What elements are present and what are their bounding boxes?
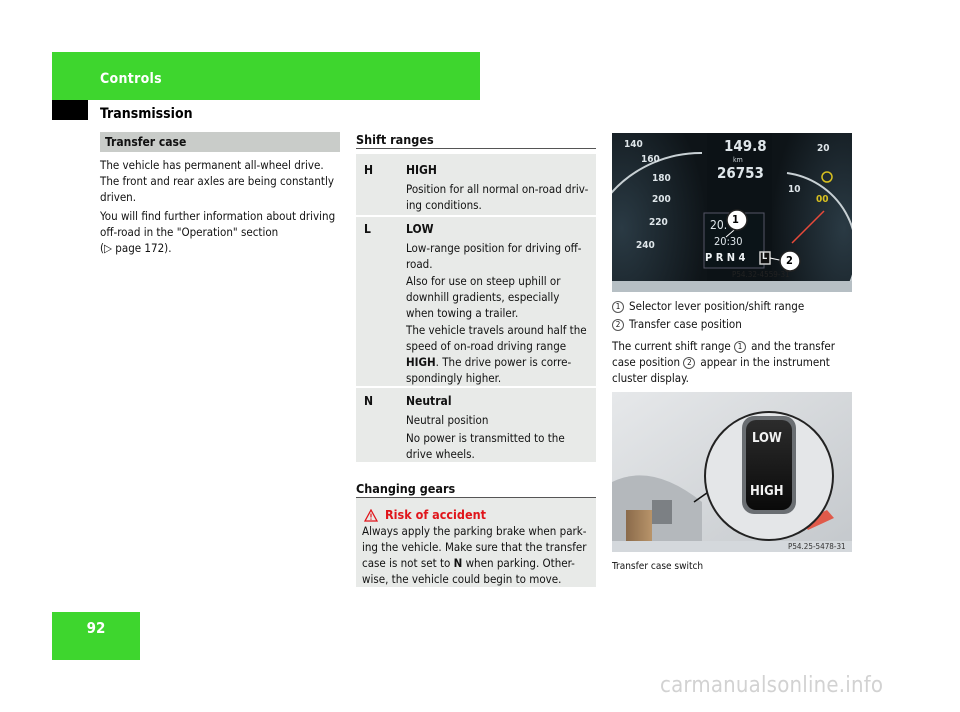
dial-label: 140 — [624, 139, 643, 150]
dial-label: 200 — [652, 194, 671, 205]
number-badge: 1 — [612, 301, 624, 313]
dial-label: 10 — [788, 184, 801, 195]
text-line: driven. — [100, 190, 137, 204]
dial-label: 00 — [816, 194, 829, 205]
range-name-low: LOW — [406, 222, 434, 236]
legend-item-2 — [612, 316, 857, 332]
range-key-h: H — [364, 163, 374, 177]
page-number: 92 — [86, 619, 106, 637]
range-key-n: N — [364, 394, 374, 408]
transfer-case-para-2 — [100, 208, 345, 256]
low-label: LOW — [752, 431, 782, 446]
image-code: P54.32-4559-31 — [732, 270, 790, 279]
row-divider — [356, 386, 596, 388]
text-run: The current shift range — [612, 339, 731, 353]
time-readout-b: 20:30 — [714, 235, 743, 248]
number-badge: 2 — [612, 319, 624, 331]
transfer-case-indicator: L — [762, 252, 768, 262]
dial-label: 20 — [817, 143, 830, 154]
text-run: when parking. Other- wise, the vehicle could begin to move. — [362, 556, 575, 586]
warning-text — [362, 523, 594, 587]
image-caption: Transfer case switch — [612, 561, 704, 572]
text-run: and the transfer case position — [612, 339, 835, 369]
text-line: You will find further information about driving — [100, 209, 336, 223]
dial-label: 240 — [636, 240, 655, 251]
legend-text: Transfer case position — [629, 317, 742, 331]
transfer-case-switch-image — [612, 392, 852, 552]
unit-readout: km — [733, 156, 743, 164]
dial-label: 220 — [649, 217, 668, 228]
chapter-title: Transmission — [100, 106, 193, 122]
warning-title: Risk of accident — [385, 507, 486, 522]
text-run: appear in the instrument cluster display. — [612, 355, 830, 385]
range-desc-low-3 — [406, 322, 596, 386]
page-reference-link[interactable]: (▷ page 172). — [100, 241, 172, 255]
text-bold: HIGH — [406, 355, 436, 369]
range-name-high: HIGH — [406, 163, 437, 177]
dial-label: 180 — [652, 173, 671, 184]
range-desc-low-2: Also for use on steep uphill or downhill gradients, especially when towing a trailer. — [406, 274, 561, 320]
watermark: carmanualsonline.info — [660, 673, 884, 698]
callout-1: 1 — [732, 213, 739, 226]
transfer-case-para-1 — [100, 157, 345, 205]
range-desc-neutral-1: Neutral position — [406, 413, 489, 427]
transfer-case-heading — [100, 132, 340, 152]
changing-gears-title: Changing gears — [356, 481, 456, 496]
text-bold: N — [453, 556, 463, 570]
range-desc-low-1: Low-range position for driving off- road. — [406, 241, 582, 271]
range-desc-neutral-2: No power is transmitted to the drive wheels. — [406, 431, 565, 461]
row-divider — [356, 215, 596, 217]
divider — [356, 148, 596, 149]
legend-text: Selector lever position/shift range — [629, 299, 805, 313]
trip-readout: 149.8 — [724, 137, 767, 155]
text-run: The vehicle travels around half the speed of on-road driving range — [406, 323, 587, 353]
text-line: off-road in the "Operation" section — [100, 225, 279, 239]
high-label: HIGH — [750, 484, 784, 499]
text-run: . The drive power is corre- spondingly higher. — [406, 355, 572, 385]
number-badge: 1 — [734, 341, 746, 353]
cluster-description — [612, 338, 857, 386]
range-desc-high: Position for all normal on-road driv- ing conditions. — [406, 182, 589, 212]
range-key-l: L — [364, 222, 371, 236]
range-name-neutral: Neutral — [406, 394, 452, 408]
image-code: P54.25-5478-31 — [788, 542, 846, 551]
section-title: Controls — [100, 71, 162, 87]
text-run: Always apply the parking brake when park- ing the vehicle. Make sure that the transfer case is not set to — [362, 524, 587, 570]
callout-2: 2 — [786, 254, 793, 267]
text-line: The front and rear axles are being constantly — [100, 174, 334, 188]
number-badge: 2 — [683, 357, 695, 369]
odometer-readout: 26753 — [717, 164, 764, 182]
transfer-case-title: Transfer case — [105, 135, 187, 149]
time-readout-a: 20. — [710, 218, 728, 232]
legend-item-1 — [612, 298, 857, 314]
dial-label: 160 — [641, 154, 660, 165]
instrument-cluster-image — [612, 133, 852, 292]
shift-ranges-title: Shift ranges — [356, 132, 434, 147]
text-line: The vehicle has permanent all-wheel drive. — [100, 158, 324, 172]
chapter-marker — [52, 100, 88, 120]
gear-row-readout: P R N 4 — [705, 251, 746, 264]
